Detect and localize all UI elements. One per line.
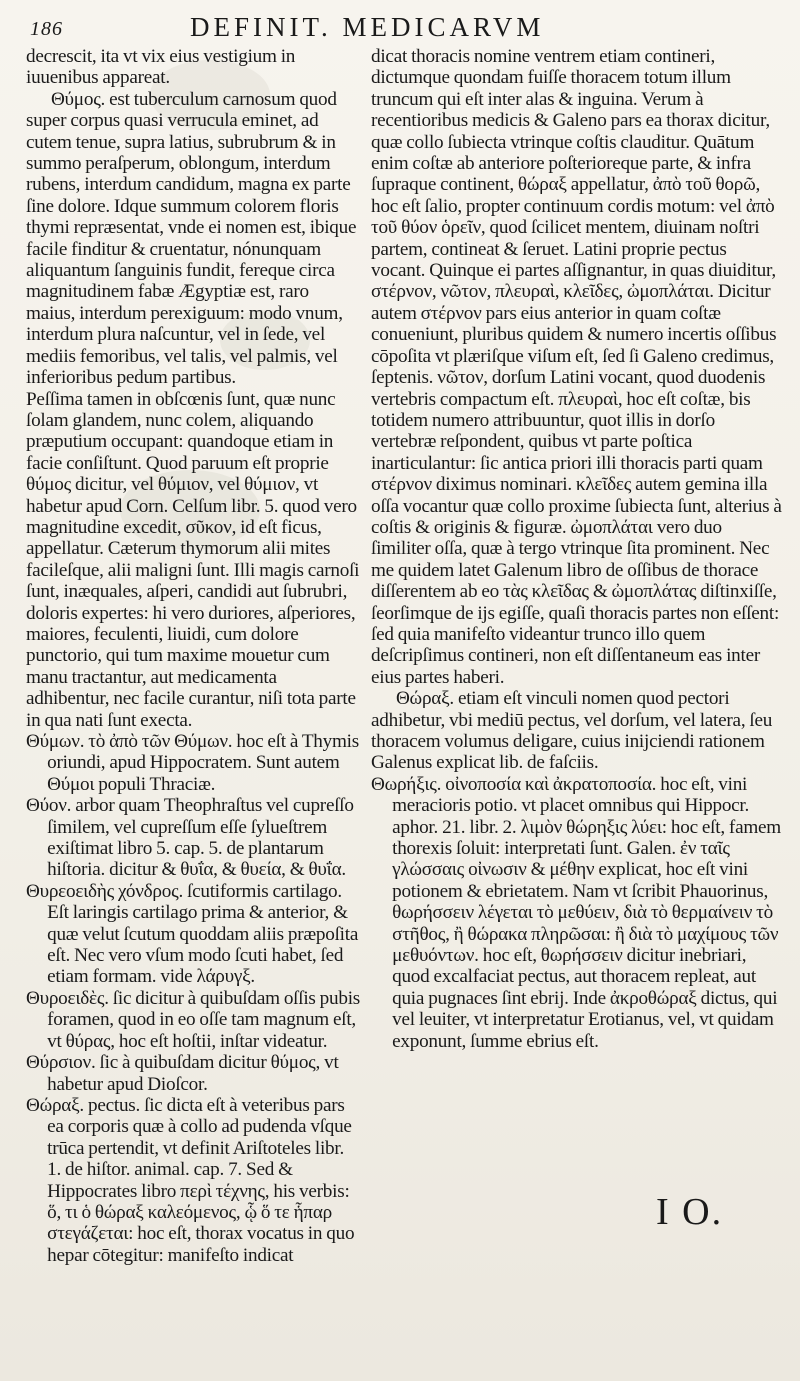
entry-thyreoides-chondros: Θυρεοειδὴς χόνδρος. ſcutiformis cartilago. Eſt laringis cartilago prima & anterior, & quæ velut ſcutum quoddam aliis præpoſita eſt. Nec vero vſum modo ſcuti habet, ſed etiam formam. vide λάρυγξ.: [26, 880, 359, 988]
entry-thorax: Θώραξ. pectus. ſic dicta eſt à veteribus pars ea corporis quæ à collo ad pudenda vſque trūca pertendit, vt definit Ariſtoteles libr. 1. de hiſtor. animal. cap. 7. Sed & Hippocrates libro περὶ τέχνης, his verbis: ὅ, τι ὁ θώραξ καλεόμενος, ᾧ ὅ τε ἧπαρ στεγάζεται: hoc eſt, thorax vocatus in quo hepar cōtegitur: manifeſto indicat: [26, 1094, 355, 1266]
signature-mark: I O.: [656, 1191, 724, 1233]
entry-thyrsion: Θύρσιον. ſic à quibuſdam dicitur θύμος, vt habetur apud Dioſcor.: [26, 1052, 339, 1095]
entry-thorax-vinculum: Θώραξ. etiam eſt vinculi nomen quod pectori adhibetur, vbi mediū pectus, vel dorſum, vel latera, ſeu thoracem volumus deligare, cuius inijciendi rationem Galenus explicat lib. de faſciis.: [371, 688, 773, 774]
page-number: 186: [30, 18, 63, 40]
entry-thymos: Θύμος. est tuberculum carnosum quod super corpus quasi verrucula eminet, ad cutem tenue, supra latius, subrubrum & in summo peraſperum, oblongum, interdum rubens, interdum candidum, magna ex parte ſine dolore. Idque summum colorem floris thymi repræsentat, vnde ei nomen est, ibique facile finditur & cruentatur, nónunquam aliquantum ſanguinis fundit, fereque circa magnitudinem fabæ Ægyptiæ est, raro maius, interdum perexiguum: modo vnum, interdum plura naſcuntur, vel in ſede, vel mediis femoribus, vel talis, vel palmis, vel inferioribus pedum partibus.: [26, 88, 357, 389]
right-column: [371, 46, 783, 1052]
entry-thymus-tail: decrescit, ita vt vix eius vestigium in iuuenibus appareat.: [26, 46, 296, 89]
page-header: [0, 10, 800, 46]
left-column: [26, 46, 361, 1266]
entry-thorexis: Θωρήξις. οἰνοποσία καὶ ἀκρατοποσία. hoc eſt, vini meracioris potio. vt placet omnibus qui Hippocr. aphor. 21. libr. 2. λιμὸν θώρηξις λύει: hoc eſt, famem thorexis ſoluit: interpretati ſunt. Galen. ἐν ταῖς γλώσσαις οἰνωσιν & μέθην explicat, hoc eſt vini potionem & ebrietatem. Nam vt ſcribit Phauorinus, θωρήσσειν λέγεται τὸ μεθύειν, διὰ τὸ θερμαίνειν τὸ στῆθος, ἢ θώρακα πληρῶσαι: ἢ διὰ τὸ μαχίμους τῶν μεθυόντων. hoc eſt, θωρήσσειν dicitur inebriari, quod excalfaciat pectus, aut thoracem repleat, aut quia pugnaces ſint ebrij. Inde ἀκροθώραξ dictus, qui vel leuiter, vt interpretatur Erotianus, vel, vt quidam exponunt, ſumme ebrius eſt.: [371, 773, 781, 1052]
entry-thorax-continued: dicat thoracis nomine ventrem etiam contineri, dictumque quondam fuiſſe thoracem totum illum truncum qui eſt inter alas & inguina. Verum à recentioribus medicis & Galeno pars ea thorax dicitur, quæ collo ſubiecta vtrinque coſtis clauditur. Quātum enim coſtæ ab anteriore poſterioreque parte, & infra ſupraque continent, θώραξ appellatur, ἀπὸ τοῦ θορῶ, hoc eſt ſalio, propter continuum cordis motum: vel ἀπὸ τοῦ θύον ὁρεῖν, quod ſcilicet mentem, diuinam noſtri partem, contineat & ſeruet. Latini proprie pectus vocant. Quinque ei partes aſſignantur, in quas diuiditur, στέρνον, νῶτον, πλευραὶ, κλεῖδες, ὠμοπλάται. Dicitur autem στέρνον pars eius anterior in quam coſtæ conueniunt, pluribus quidem & numero incertis oſſibus cōpoſita vt plæriſque viſum eſt, ſed ſi Galeno credimus, ſeptenis. νῶτον, dorſum Latini vocant, quod duodenis vertebris compactum eſt. πλευραὶ, hoc eſt coſtæ, bis totidem numero attribuuntur, quot illis in dorſo vertebræ reſpondent, quibus vt parte poſtica inarticulantur: ſic antica priori illi thoracis parti quam στέρνον diximus nominari. κλεῖδες autem gemina illa oſſa vocantur quæ collo proxime ſubiecta ſunt, alterius à coſtis & originis & figuræ. ὠμοπλάται vero duo ſimiliter oſſa, quæ à tergo vtrinque ſita prominent. Nec me quidem latet Galenum libro de oſſibus de thorace diſſerentem ab eo τὰς κλεῖδας & ὠμοπλάτας diſtinxiſſe, ſeorſimque de ijs egiſſe, quaſi thoracis partes non eſſent: ſed quia manifeſto videantur trunco illo quem deſcripſimus contineri, non eſt diſſentaneum eas inter eius partes haberi.: [371, 46, 782, 688]
entry-thymon: Θύμων. τὸ ἀπὸ τῶν Θύμων. hoc eſt à Thymis oriundi, apud Hippocratem. Sunt autem Θύμοι populi Thraciæ.: [26, 731, 359, 795]
entry-thyon: Θύον. arbor quam Theophraſtus vel cupreſſo ſimilem, vel cupreſſum eſſe ſylueſtrem exiſtimat libro 5. cap. 5. de plantarum hiſtoria. dicitur & θυΐα, & θυεία, & θυΐα.: [26, 795, 354, 881]
running-head: DEFINIT. MEDICARVM: [190, 12, 545, 42]
entry-thyroeides: Θυροειδὲς. ſic dicitur à quibuſdam oſſis pubis foramen, quod in eo oſſe tam magnum eſt, vt θύρας, hoc eſt hoſtii, inſtar videatur.: [26, 987, 361, 1052]
entry-thymos-continued: Peſſima tamen in obſcœnis ſunt, quæ nunc ſolam glandem, nunc colem, aliquando præputium occupant: quandoque etiam in facie conſiſtunt. Quod paruum eſt proprie θύμος dicitur, vel θύμιον, vel θύμιον, vt habetur apud Corn. Celſum libr. 5. quod vero magnitudine excedit, σῦκον, id eſt ficus, appellatur. Cæterum thymorum alii mites facileſque, alii maligni ſunt. Illi magis carnoſi ſunt, inæquales, aſperi, candidi aut ſubrubri, doloris expertes: hi vero duriores, aſperiores, maiores, feculenti, liuidi, cum dolore punctorio, qui tum maxime mouetur cum manu tractantur, aut medicamenta adhibentur, nec facile curantur, niſi tota parte in qua nati ſunt execta.: [26, 388, 360, 731]
